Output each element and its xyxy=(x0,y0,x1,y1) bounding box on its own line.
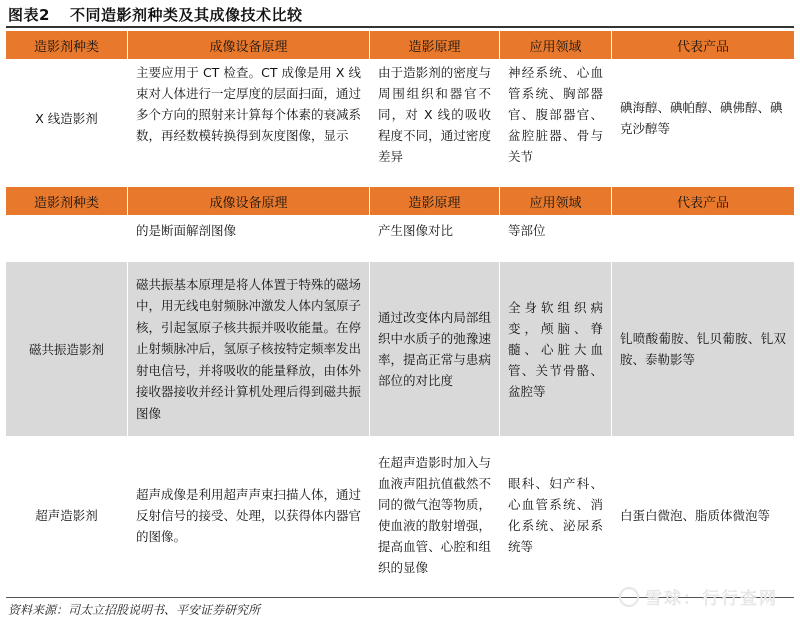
header-application-repeat: 应用领域 xyxy=(500,187,612,215)
cell-imaging-xray-1: 主要应用于 CT 检查。CT 成像是用 X 线束对人体进行一定厚度的层面扫面，通过多个方向的照射来计算每个体素的衰减系数，再经数模转换得到灰度图像，显示 xyxy=(128,62,370,174)
cell-type-xray: X 线造影剂 xyxy=(6,62,128,174)
table-row-ultrasound xyxy=(6,437,794,593)
figure-title xyxy=(8,4,302,24)
cell-products-ultrasound: 白蛋白微泡、脂质体微泡等 xyxy=(620,507,771,523)
cell-imaging-xray-2: 的是断面解剖图像 xyxy=(128,220,370,244)
cell-imaging-mri: 磁共振基本原理是将人体置于特殊的磁场中，用无线电射频脉冲激发人体内氢原子核，引起氢原子核共振并吸收能量。在停止射频脉冲后，氢原子核按特定频率发出射电信号，并将吸收的能量释放，由体外接收器接收并经计算机处理后得到磁共振图像 xyxy=(128,262,370,436)
table-header xyxy=(6,31,794,59)
header-type: 造影剂种类 xyxy=(6,31,128,59)
cell-principle-xray-1: 由于造影剂的密度与周围组织和器官不同，对 X 线的吸收程度不同，通过密度差异 xyxy=(370,62,500,174)
table-header-repeat xyxy=(6,187,794,215)
header-principle-repeat: 造影原理 xyxy=(370,187,500,215)
header-products: 代表产品 xyxy=(676,39,729,55)
table-row-xray xyxy=(6,62,794,174)
figure-number: 图表2 xyxy=(8,6,50,24)
header-application: 应用领域 xyxy=(500,31,612,59)
header-principle: 造影原理 xyxy=(370,31,500,59)
cell-products-mri: 钆喷酸葡胺、钆贝葡胺、钆双胺、泰勒影等 xyxy=(620,331,786,367)
cell-products-xray: 碘海醇、碘帕醇、碘佛醇、碘克沙醇等 xyxy=(620,100,783,136)
snowball-logo-icon xyxy=(619,587,639,607)
cell-type-ultrasound: 超声造影剂 xyxy=(6,437,128,593)
header-imaging-repeat: 成像设备原理 xyxy=(128,187,370,215)
source-note: 资料来源：司太立招股说明书、平安证券研究所 xyxy=(8,603,261,617)
cell-principle-mri: 通过改变体内局部组织中水质子的弛豫速率，提高正常与患病部位的对比度 xyxy=(370,262,500,436)
header-imaging: 成像设备原理 xyxy=(128,31,370,59)
cell-application-xray-2: 等部位 xyxy=(500,220,612,244)
cell-application-xray-1: 神经系统、心血管系统、胸部器官、腹部器官、盆腔脏器、骨与关节 xyxy=(500,62,612,174)
cell-principle-xray-2: 产生图像对比 xyxy=(370,220,500,244)
header-type-repeat: 造影剂种类 xyxy=(6,187,128,215)
cell-type-mri: 磁共振造影剂 xyxy=(6,262,128,436)
table-row-xray-cont xyxy=(6,220,794,244)
cell-principle-ultrasound: 在超声造影时加入与血液声阻抗值截然不同的微气泡等物质，使血液的散射增强，提高血管、心腔和组织的显像 xyxy=(370,437,500,593)
figure-title-text: 不同造影剂种类及其成像技术比较 xyxy=(69,6,303,24)
cell-imaging-ultrasound: 超声成像是利用超声声束扫描人体，通过反射信号的接受、处理，以获得体内器官的图像。 xyxy=(128,437,370,593)
title-rule xyxy=(6,26,794,28)
header-products-repeat: 代表产品 xyxy=(676,195,729,211)
cell-application-mri: 全身软组织病变，颅脑、脊髓、心脏大血管、关节骨骼、盆腔等 xyxy=(500,262,612,436)
cell-application-ultrasound: 眼科、妇产科、心血管系统、消化系统、泌尿系统等 xyxy=(500,437,612,593)
table-row-mri xyxy=(6,262,794,436)
watermark-text: 雪球：行行查网 xyxy=(645,589,778,609)
watermark xyxy=(619,584,778,609)
